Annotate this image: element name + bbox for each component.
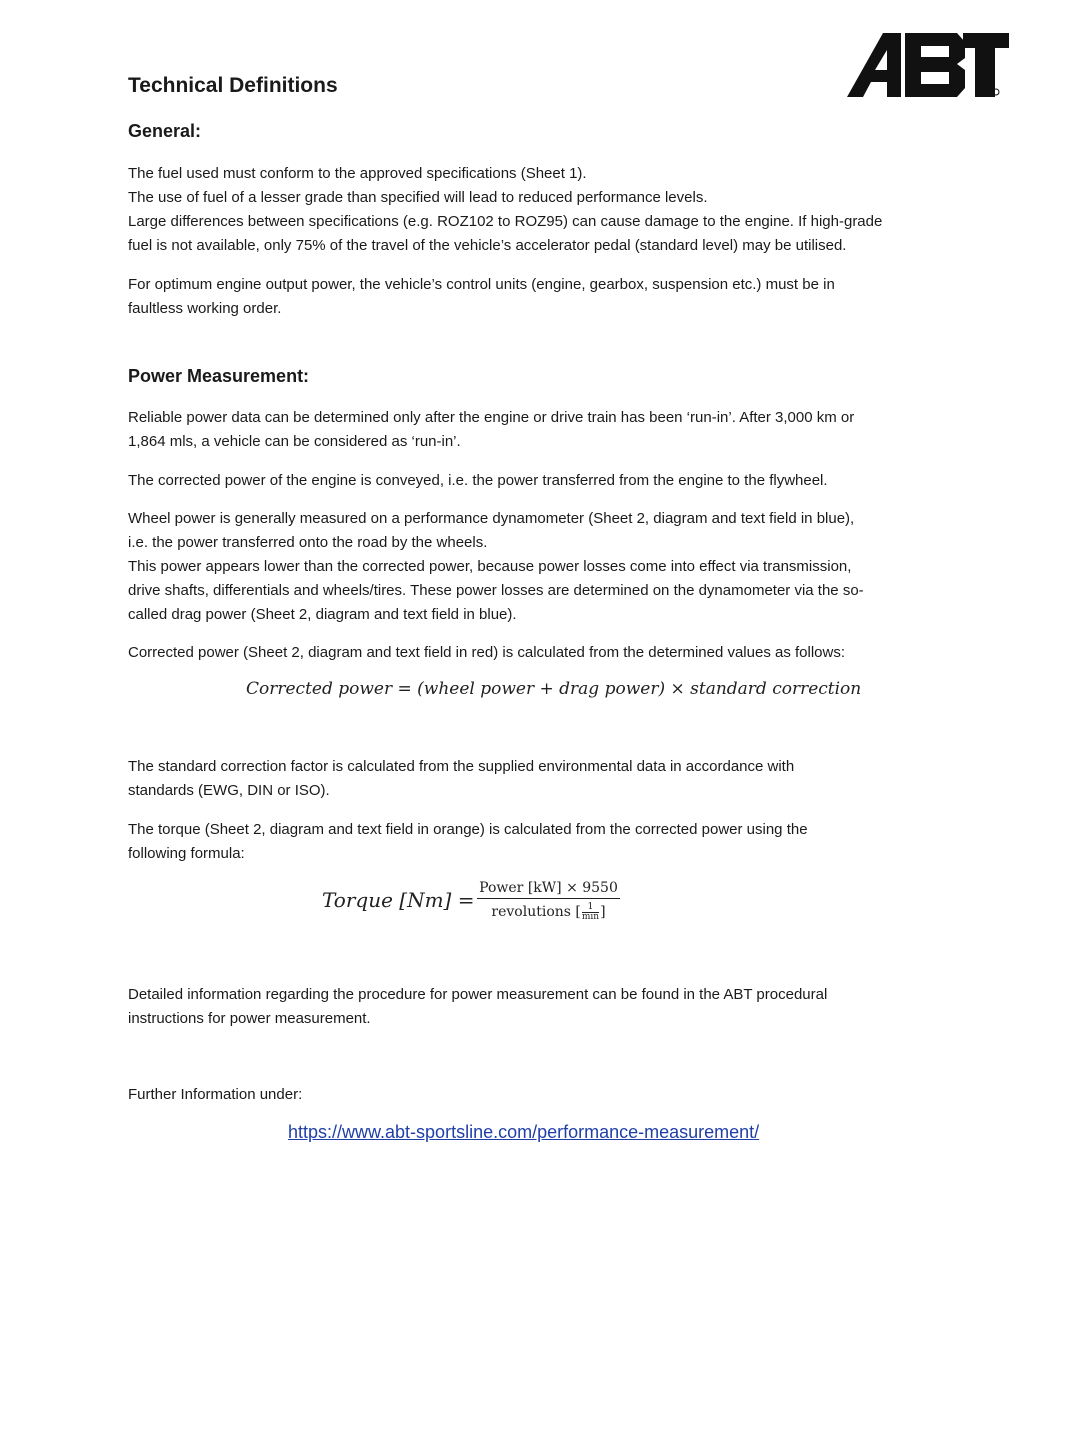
text-line: Wheel power is generally measured on a performance dynamometer (Sheet 2, diagram and text field in blue), [128, 510, 855, 527]
text-line: The use of fuel of a lesser grade than specified will lead to reduced performance levels. [128, 189, 708, 206]
unit-fraction [582, 903, 599, 922]
text-line: The torque (Sheet 2, diagram and text field in orange) is calculated from the corrected power using the [128, 821, 808, 838]
torque-formula-lhs: Torque [Nm] = [322, 888, 475, 912]
unit-bottom: min [581, 911, 600, 922]
torque-fraction [477, 878, 620, 925]
text-line: 1,864 mls, a vehicle can be considered as ‘run-in’. [128, 433, 461, 450]
text-line: Large differences between specifications (e.g. ROZ102 to ROZ95) can cause damage to the engine. If high-grade [128, 213, 883, 230]
power-heading: Power Measurement: [128, 366, 310, 386]
torque-denominator: revolutions [ 1 min ] [491, 901, 606, 922]
power-paragraph-1 [128, 406, 958, 454]
text-line: For optimum engine output power, the vehicle’s control units (engine, gearbox, suspension etc.) must be in [128, 276, 835, 293]
text-line: The standard correction factor is calculated from the supplied environmental data in accordance with [128, 758, 795, 775]
text-line: Reliable power data can be determined only after the engine or drive train has been ‘run-in’. After 3,000 km or [128, 409, 855, 426]
power-paragraph-7 [128, 983, 958, 1031]
document-title: Technical Definitions [128, 74, 338, 97]
text-line: called drag power (Sheet 2, diagram and text field in blue). [128, 606, 517, 623]
unit-top: 1 [582, 903, 599, 913]
text-line: fuel is not available, only 75% of the travel of the vehicle’s accelerator pedal (standard level) may be utilised. [128, 237, 847, 254]
denominator-text: revolutions [491, 904, 571, 920]
power-paragraph-6 [128, 818, 958, 866]
power-paragraph-5 [128, 755, 958, 803]
power-paragraph-2 [128, 469, 958, 493]
power-paragraph-4 [128, 641, 958, 665]
text-line: The fuel used must conform to the approved specifications (Sheet 1). [128, 165, 587, 182]
text-line: This power appears lower than the corrected power, because power losses come into effect via transmission, [128, 558, 852, 575]
performance-measurement-link[interactable]: https://www.abt-sportsline.com/performance-measurement/ [288, 1122, 760, 1142]
further-info-label: Further Information under: [128, 1086, 303, 1103]
abt-logo [845, 30, 1013, 100]
text-line: faultless working order. [128, 300, 282, 317]
text-line: instructions for power measurement. [128, 1010, 371, 1027]
text-line: Detailed information regarding the procedure for power measurement can be found in the ABT procedural [128, 986, 828, 1003]
general-paragraph-2 [128, 273, 958, 321]
power-paragraph-3 [128, 507, 958, 627]
general-paragraph-1 [128, 162, 958, 258]
corrected-power-formula: Corrected power = (wheel power + drag power) × standard correction [246, 679, 862, 699]
general-heading: General: [128, 121, 202, 141]
text-line: i.e. the power transferred onto the road by the wheels. [128, 534, 488, 551]
text-line: following formula: [128, 845, 245, 862]
text-line: Corrected power (Sheet 2, diagram and text field in red) is calculated from the determined values as follows: [128, 644, 846, 661]
text-line: standards (EWG, DIN or ISO). [128, 782, 330, 799]
torque-numerator: Power [kW] × 9550 [477, 878, 620, 899]
text-line: drive shafts, differentials and wheels/tires. These power losses are determined on the dynamometer via the so- [128, 582, 864, 599]
text-line: The corrected power of the engine is conveyed, i.e. the power transferred from the engine to the flywheel. [128, 472, 828, 489]
